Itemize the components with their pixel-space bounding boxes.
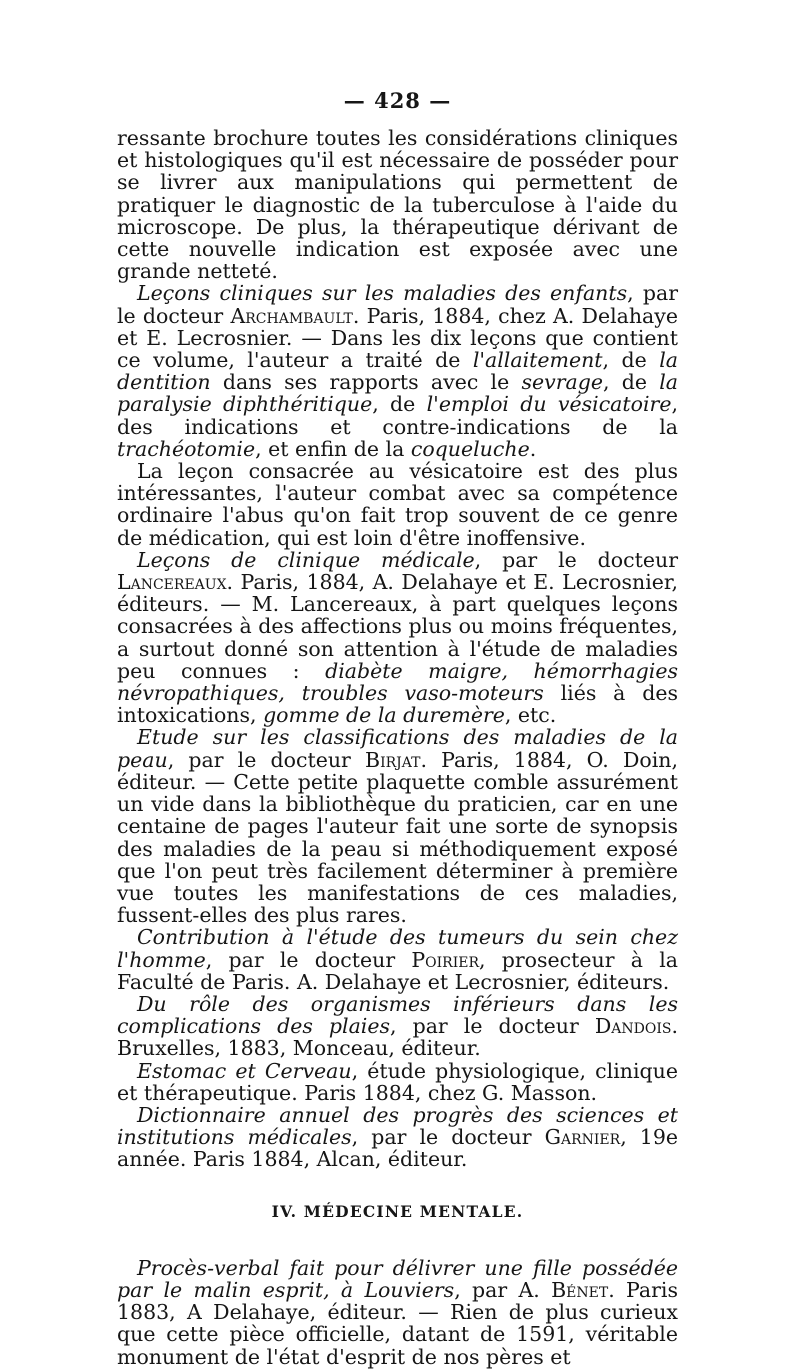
author-name: Dandois	[594, 1014, 672, 1039]
section-heading: IV. MÉDECINE MENTALE.	[271, 1201, 524, 1221]
paragraph-4: Leçons de clinique médicale, par le docteur Lancereaux. Paris, 1884, A. Delahaye et E. Lecrosnier, éditeurs. — M. Lancereaux, à part quelques leçons consacrées à des affections plus ou moins fréquentes, a surtout donné son attention à l'étude de maladies peu connues : diabète maigre, hémorrhagies névropathiques, troubles vaso-moteurs liés à des intoxications, gomme de la duremère, etc.	[117, 547, 679, 728]
book-title: Leçons cliniques sur les maladies des enfants	[137, 281, 628, 306]
book-title: Etude sur les classifications des maladies de la peau	[117, 725, 678, 772]
author-name: Bénet	[551, 1277, 609, 1302]
author-name: Birjat	[365, 747, 421, 772]
author-name: Archambault	[230, 303, 353, 328]
paragraph-8: Estomac et Cerveau, étude physiologique, clinique et thérapeutique. Paris 1884, chez G. Masson.	[117, 1058, 678, 1105]
book-title: Procès-verbal fait pour délivrer une fille possédée par le malin esprit, à Louviers	[117, 1255, 678, 1302]
book-title: Du rôle des organismes inférieurs dans les complications des plaies	[117, 991, 678, 1039]
paragraph-3: La leçon consacrée au vésicatoire est des plus intéressantes, l'auteur combat avec sa compétence ordinaire l'abus qu'on fait trop souvent de ce genre de médication, qui est loin d'être inoffensive.	[117, 459, 678, 550]
paragraph-5: Etude sur les classifications des maladies de la peau, par le docteur Birjat. Paris, 1884, O. Doin, éditeur. — Cette petite plaquette comble assurément un vide dans la bibliothèque du praticien, car en une centaine de pages l'auteur fait une sorte de synopsis des maladies de la peau si méthodiquement exposé que l'on peut très facilement déterminer à première vue toutes les manifestations de ces maladies, fussent-elles des plus rares.	[117, 725, 679, 928]
page-body	[117, 127, 678, 1368]
paragraph-1: ressante brochure toutes les considérations cliniques et histologiques qu'il est nécessaire de posséder pour se livrer aux manipulations qui permettent de pratiquer le diagnostic de la tuberculose à l'aide du microscope. De plus, la thérapeutique dérivant de cette nouvelle indication est exposée avec une grande netteté.	[117, 126, 678, 284]
paragraph-2: Leçons cliniques sur les maladies des enfants, par le docteur Archambault. Paris, 1884, chez A. Delahaye et E. Lecrosnier. — Dans les dix leçons que contient ce volume, l'auteur a traité de l'allaitement, de la dentition dans ses rapports avec le sevrage, de la paralysie diphthéritique, de l'emploi du vésicatoire, des indications et contre-indications de la trachéotomie, et enfin de la coqueluche.	[117, 281, 679, 461]
paragraph-9: Dictionnaire annuel des progrès des sciences et institutions médicales, par le docteur Garnier, 19e année. Paris 1884, Alcan, éditeur.	[117, 1102, 678, 1172]
book-title: Contribution à l'étude des tumeurs du sein chez l'homme	[117, 925, 678, 972]
book-title: Dictionnaire annuel des progrès des sciences et institutions médicales	[117, 1102, 678, 1150]
paragraph-7: Du rôle des organismes inférieurs dans les complications des plaies, par le docteur Dandois. Bruxelles, 1883, Monceau, éditeur.	[117, 991, 679, 1061]
author-name: Garnier	[544, 1125, 621, 1150]
page-number: — 428 —	[343, 88, 452, 113]
author-name: Lancereaux	[117, 570, 227, 595]
book-title: Leçons de clinique médicale	[137, 547, 475, 572]
paragraph-6: Contribution à l'étude des tumeurs du sein chez l'homme, par le docteur Poirier, prosecteur à la Faculté de Paris. A. Delahaye et Lecrosnier, éditeurs.	[117, 925, 678, 994]
author-name: Poirier	[411, 947, 479, 972]
book-title: Estomac et Cerveau	[137, 1058, 352, 1083]
paragraph-10: Procès-verbal fait pour délivrer une fille possédée par le malin esprit, à Louviers, par A. Bénet. Paris 1883, A Delahaye, éditeur. — Rien de plus curieux que cette pièce officielle, datant de 1591, véritable monument de l'état d'esprit de nos pères et	[117, 1255, 678, 1369]
